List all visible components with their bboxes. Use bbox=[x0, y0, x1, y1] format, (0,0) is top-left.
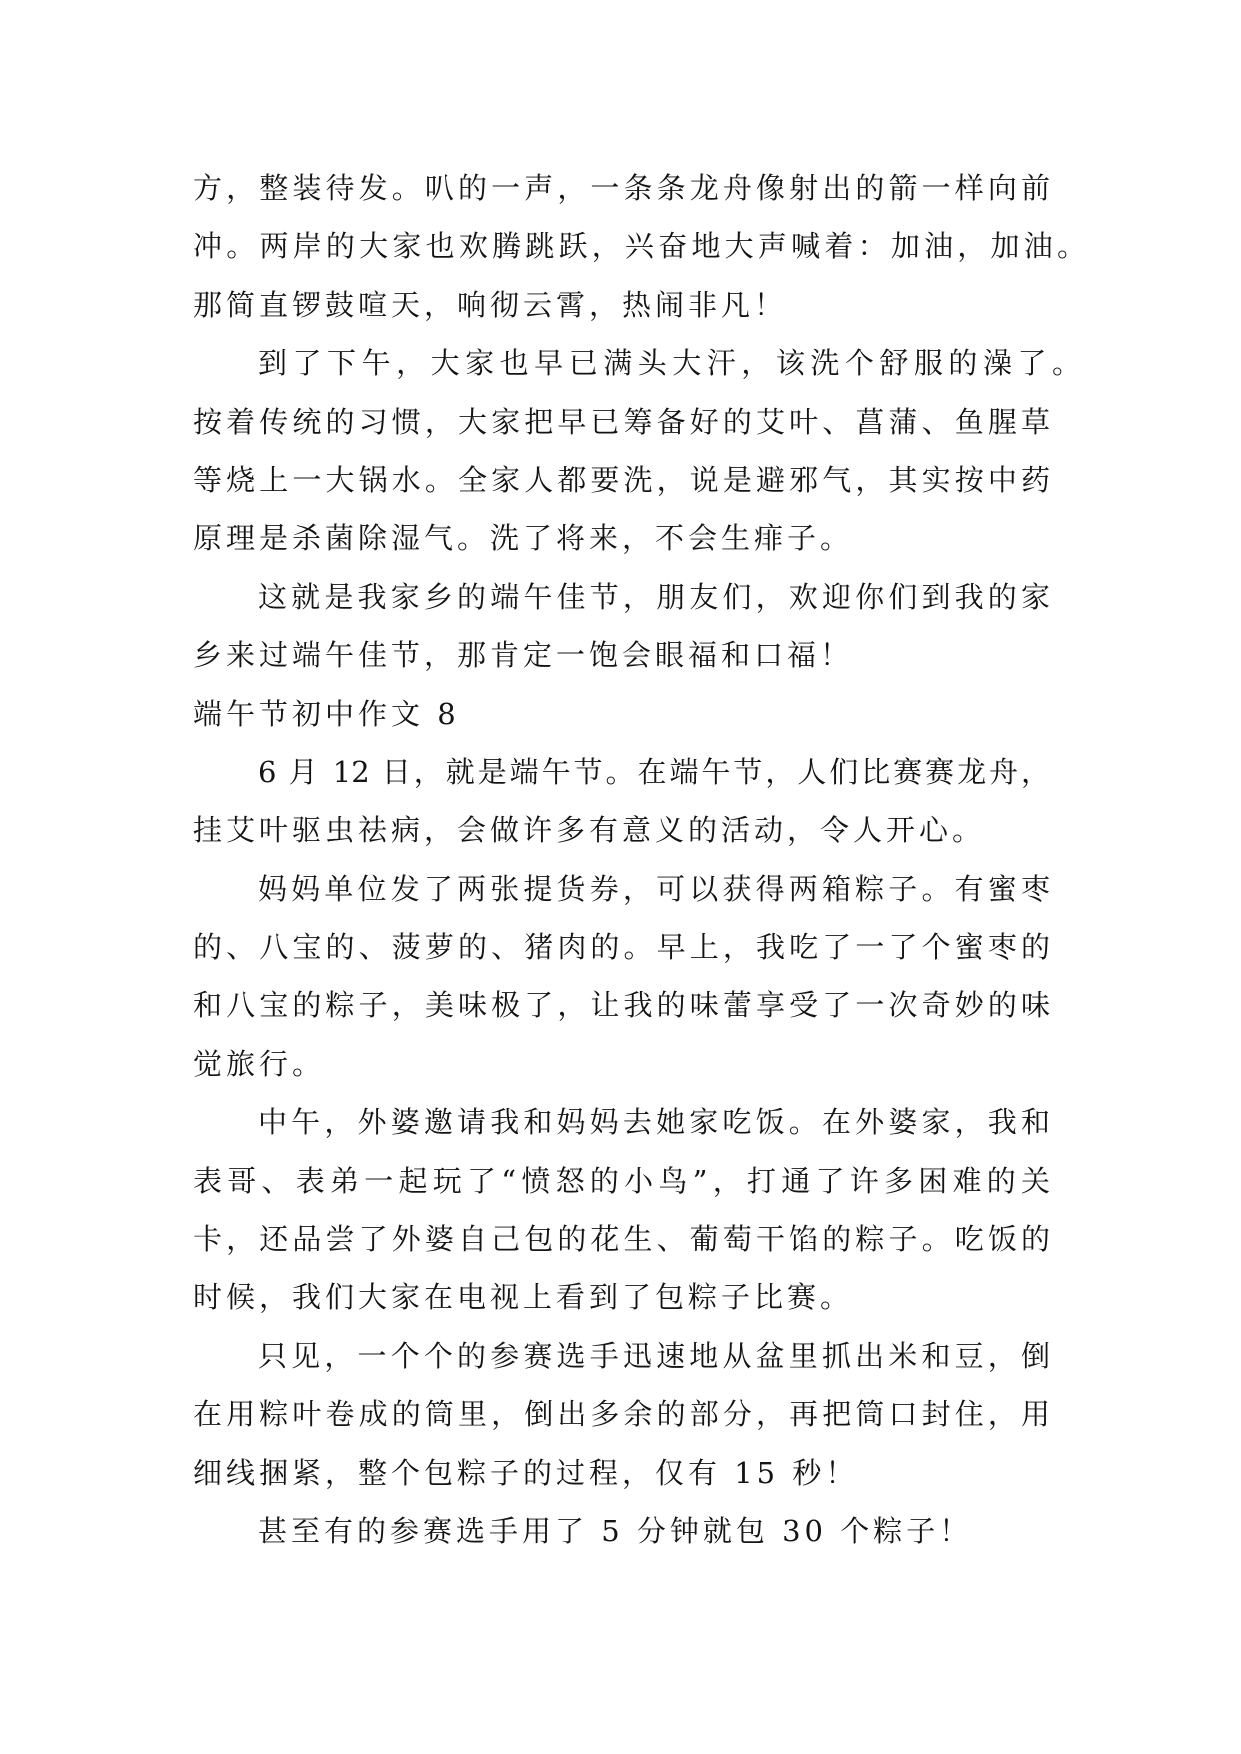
text-line: 甚至有的参赛选手用了 5 分钟就包 30 个粽子！ bbox=[258, 1513, 973, 1548]
text-line: 乡来过端午佳节，那肯定一饱会眼福和口福！ bbox=[193, 638, 854, 673]
text-line: 那简直锣鼓喧天，响彻云霄，热闹非凡！ bbox=[193, 287, 788, 322]
text-line: 中午，外婆邀请我和妈妈去她家吃饭。在外婆家，我和 bbox=[258, 1105, 1050, 1140]
text-line: 妈妈单位发了两张提货券，可以获得两箱粽子。有蜜枣 bbox=[258, 871, 1050, 906]
paragraph bbox=[193, 1327, 1050, 1502]
text-line: 觉旅行。 bbox=[193, 1046, 326, 1081]
section-heading: 端午节初中作文 8 bbox=[193, 696, 460, 731]
paragraph bbox=[193, 334, 1081, 568]
text-line: 按着传统的习惯，大家把早已筹备好的艾叶、菖蒲、鱼腥草 bbox=[193, 404, 1050, 439]
paragraph bbox=[193, 860, 1050, 1094]
text-line: 6 月 12 日，就是端午节。在端午节，人们比赛赛龙舟， bbox=[258, 754, 1050, 789]
text-line: 时候，我们大家在电视上看到了包粽子比赛。 bbox=[193, 1280, 854, 1315]
text-line: 卡，还品尝了外婆自己包的花生、葡萄干馅的粽子。吃饭的 bbox=[193, 1222, 1050, 1257]
text-line: 到了下午，大家也早已满头大汗，该洗个舒服的澡了。 bbox=[258, 346, 1081, 381]
text-line: 挂艾叶驱虫祛病，会做许多有意义的活动，令人开心。 bbox=[193, 813, 986, 848]
paragraph bbox=[193, 159, 1086, 334]
text-line: 的、八宝的、菠萝的、猪肉的。早上，我吃了一了个蜜枣的 bbox=[193, 930, 1050, 965]
paragraph bbox=[193, 568, 1050, 685]
paragraph bbox=[193, 743, 1050, 860]
text-line: 冲。两岸的大家也欢腾跳跃，兴奋地大声喊着：加油，加油。 bbox=[193, 229, 1086, 264]
text-line: 原理是杀菌除湿气。洗了将来，不会生痱子。 bbox=[193, 521, 854, 556]
text-line: 表哥、表弟一起玩了“愤怒的小鸟”，打通了许多困难的关 bbox=[193, 1163, 1050, 1198]
text-line: 这就是我家乡的端午佳节，朋友们，欢迎你们到我的家 bbox=[258, 579, 1050, 614]
text-line: 等烧上一大锅水。全家人都要洗，说是避邪气，其实按中药 bbox=[193, 462, 1050, 497]
paragraph bbox=[193, 1093, 1050, 1327]
paragraph bbox=[193, 1502, 1050, 1560]
text-line: 细线捆紧，整个包粽子的过程，仅有 15 秒！ bbox=[193, 1455, 859, 1490]
text-line: 在用粽叶卷成的筒里，倒出多余的部分，再把筒口封住，用 bbox=[193, 1397, 1050, 1432]
text-line: 只见，一个个的参赛选手迅速地从盆里抓出米和豆，倒 bbox=[258, 1338, 1050, 1373]
section-heading-wrap bbox=[193, 685, 1050, 743]
document-body bbox=[193, 159, 1086, 1560]
text-line: 和八宝的粽子，美味极了，让我的味蕾享受了一次奇妙的味 bbox=[193, 988, 1050, 1023]
text-line: 方，整装待发。叭的一声，一条条龙舟像射出的箭一样向前 bbox=[193, 171, 1050, 205]
